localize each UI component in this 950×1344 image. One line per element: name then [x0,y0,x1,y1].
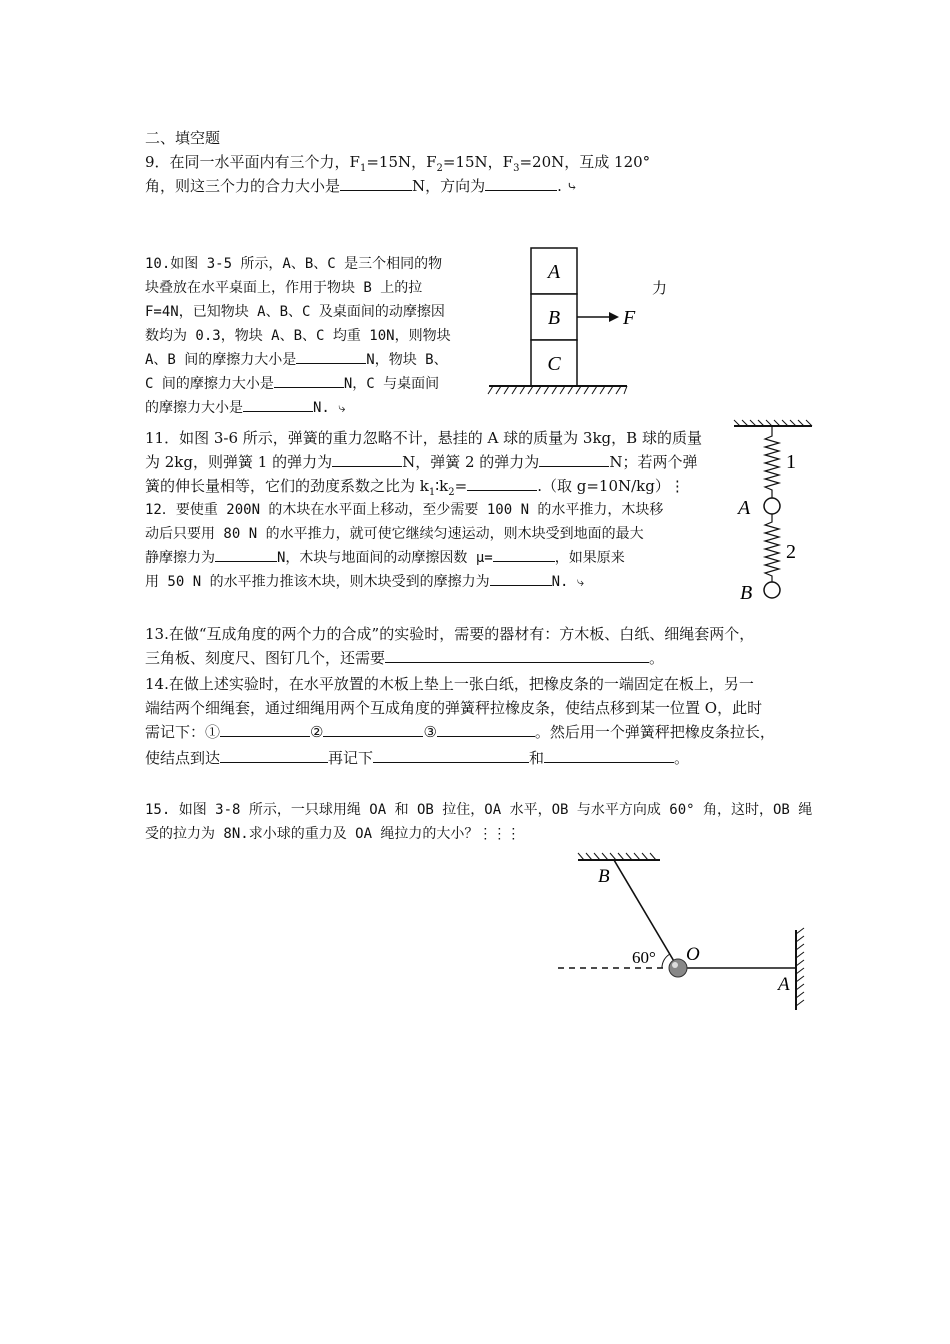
q9-f3-sub: 3 [513,163,520,174]
block-a-label: A [547,261,561,283]
q9-f1-sub: 1 [359,163,367,174]
q9-f2-sub: 2 [436,163,443,174]
q14-text: ② [310,723,324,741]
wall-hatching [796,928,804,1006]
ball-highlight [672,962,678,968]
q14-answer-blank-2[interactable] [323,721,423,737]
q12-line2: 动后只要用 80 N 的水平推力，就可使它继续匀速运动，则木块受到地面的最大 [145,526,644,542]
label-o: O [686,944,700,965]
q10-text: N，C 与桌面间 [343,376,440,392]
q14-text: 需记下：① [145,723,221,741]
q14-answer-blank-1[interactable] [220,721,310,737]
q12-text: N. [551,574,569,590]
q13-text: 。 [649,649,665,667]
q9-line2 [145,174,578,200]
q11-text: N；若两个弹 [609,453,698,471]
q13-line1: 13.在做“互成角度的两个力的合成”的实验时，需要的器材有：方木板、白纸、细绳套两个， [145,625,755,643]
q11-text: N，弹簧 2 的弹力为 [402,453,540,471]
q13-text: 三角板、刻度尺、图钉几个，还需要 [145,649,386,667]
q14-line4 [145,746,689,770]
q9-text: N，方向为 [412,177,486,195]
q14-answer-blank-5[interactable] [373,747,529,763]
force-arrow-head [609,312,619,322]
q9-answer-blank-1[interactable] [340,175,412,191]
q12-line3 [145,546,625,570]
q14-text: ③ [423,723,437,741]
q10-answer-blank-2[interactable] [274,372,344,388]
q13-answer-blank[interactable] [385,647,649,663]
q10-line6 [145,372,439,396]
q10-text: N. [313,400,330,416]
spring-2 [765,514,779,582]
label-a: A [778,974,790,995]
q12-text: N，木块与地面间的动摩擦因数 μ= [277,550,493,566]
q10-line1: 10.如图 3-5 所示，A、B、C 是三个相同的物 [145,256,443,272]
table-hatching [488,386,627,394]
ceiling-hatching [578,853,656,860]
q14-answer-blank-6[interactable] [544,747,674,763]
edit-mark-icon: ⤷ [576,575,585,590]
q10-text: N，物块 B、 [366,352,448,368]
ball-b-label: B [740,582,753,604]
q12-answer-blank-3[interactable] [490,570,552,586]
q10-text: A、B 间的摩擦力大小是 [145,352,297,368]
q12-line4 [145,570,584,595]
q10-line2: 块叠放在水平桌面上，作用于物块 B 上的拉 [145,280,423,296]
q12-text: ，如果原来 [554,550,625,566]
q15-line1: 15. 如图 3-8 所示，一只球用绳 OA 和 OB 拉住，OA 水平，OB 与水平方向成 60° 角，这时，OB 绳 [145,802,813,818]
q15-line2: 受的拉力为 8N.求小球的重力及 OA 绳拉力的大小？⋮⋮⋮ [145,826,521,842]
q11-figure-springs [730,418,820,608]
q9-text: 9．在同一水平面内有三个力，F [145,153,360,171]
q12-answer-blank-1[interactable] [215,546,277,562]
q14-text: 。 [674,749,690,767]
edit-mark-icon: ⤷ [566,180,578,195]
q10-text: 的摩擦力大小是 [145,400,243,416]
q14-text: 再记下 [328,749,374,767]
q12-text: 静摩擦力为 [145,550,215,566]
q11-text: ∶k [435,477,449,495]
q11-text: = [454,477,468,495]
q10-line3: F=4N，已知物块 A、B、C 及桌面间的动摩擦因 [145,304,445,320]
q10-answer-blank-3[interactable] [243,396,313,412]
q14-line1: 14.在做上述实验时，在水平放置的木板上垫上一张白纸，把橡皮条的一端固定在板上，另一 [145,675,754,693]
force-label: F [623,307,636,329]
q11-line2 [145,450,697,474]
ball-a [764,498,780,514]
q12-text: 用 50 N 的水平推力推该木块，则木块受到的摩擦力为 [145,574,490,590]
spring-1 [765,426,779,498]
q14-line3 [145,720,775,744]
q9-text: =15N，F [442,153,514,171]
q12-line1: 12．要使重 200N 的木块在水平面上移动，至少需要 100 N 的水平推力，木块移 [145,502,664,518]
spring-2-label: 2 [786,541,796,563]
label-b: B [598,866,610,887]
q11-k1-sub: 1 [428,487,436,498]
q11-text: 为 2kg，则弹簧 1 的弹力为 [145,453,333,471]
q10-line4: 数均为 0.3，物块 A、B、C 均重 10N，则物块 [145,328,451,344]
q14-answer-blank-3[interactable] [437,721,535,737]
q11-answer-blank-1[interactable] [332,451,402,467]
q11-line1: 11．如图 3-6 所示，弹簧的重力忽略不计，悬挂的 A 球的质量为 3kg，B 球的质量 [145,429,702,447]
q11-answer-blank-3[interactable] [467,475,537,491]
block-b-label: B [547,307,561,329]
q10-trailing-char: 力 [652,279,668,297]
q10-line7 [145,396,346,421]
q10-figure-blocks [485,244,645,400]
q10-answer-blank-1[interactable] [296,348,366,364]
edit-mark-icon: ⤷ [338,401,346,416]
q9-text: 角，则这三个力的合力大小是 [145,177,341,195]
q14-answer-blank-4[interactable] [220,747,328,763]
spring-1-label: 1 [786,451,796,473]
q10-line5 [145,348,448,372]
q11-k2-sub: 2 [448,487,455,498]
q14-text: 使结点到达 [145,749,221,767]
ball [669,959,687,977]
q11-answer-blank-2[interactable] [539,451,609,467]
ball-b [764,582,780,598]
q11-text: .（取 g=10N/kg）⋮ [537,477,685,495]
block-c-label: C [547,353,561,375]
q9-text: =20N，互成 120° [519,153,651,171]
q9-text: . [557,177,562,195]
q9-text: =15N，F [366,153,437,171]
ball-a-label: A [738,497,751,519]
angle-label: 60° [632,948,656,967]
q14-text: 和 [529,749,545,767]
q9-answer-blank-2[interactable] [485,175,557,191]
q12-answer-blank-2[interactable] [493,546,555,562]
q11-text: 簧的伸长量相等，它们的劲度系数之比为 k [145,477,429,495]
section-title: 二、填空题 [145,129,221,147]
q10-text: C 间的摩擦力大小是 [145,376,274,392]
q14-text: 。然后用一个弹簧秤把橡皮条拉长， [534,723,775,741]
q13-line2 [145,646,664,670]
q15-figure [548,848,818,1018]
q14-line2: 端结两个细绳套，通过细绳用两个互成角度的弹簧秤拉橡皮条，使结点移到某一位置 O，此时 [145,699,763,717]
